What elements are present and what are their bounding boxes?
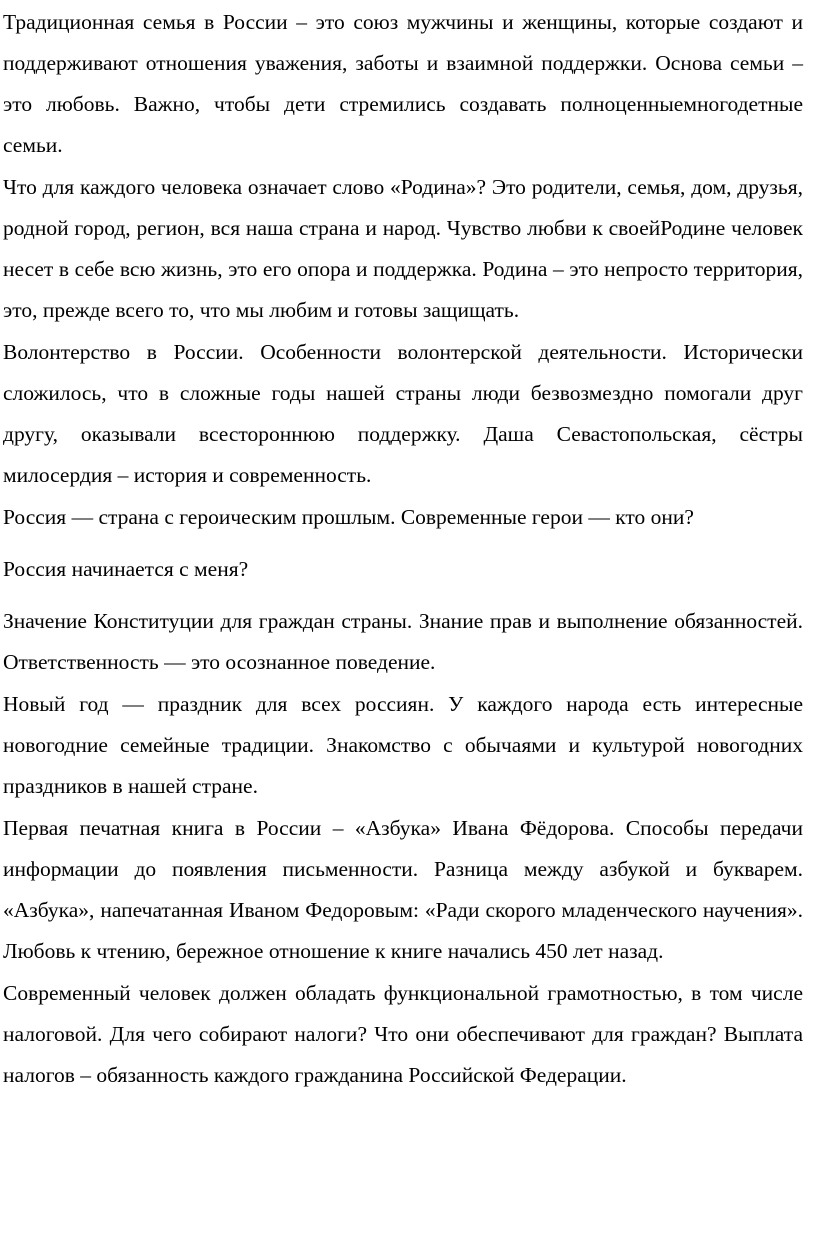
paragraph-traditional-family: Традиционная семья в России – это союз мужчины и женщины, которые создают и поддерживают отношения уважения, заботы и взаимной поддержки. Основа семьи – это любовь. Важно, чтобы дети стремились создавать полноценныемногодетные семьи. (3, 10, 803, 157)
paragraph-russia-begins: Россия начинается с меня? (3, 557, 249, 581)
paragraph-taxes: Современный человек должен обладать функциональной грамотностью, в том числе налоговой. Для чего собирают налоги? Что они обеспечивают для граждан? Выплата налогов – обязанность каждого гражданина Российской Федерации. (3, 981, 803, 1087)
paragraph-motherland: Что для каждого человека означает слово «Родина»? Это родители, семья, дом, друзья, родной город, регион, вся наша страна и народ. Чувство любви к своейРодине человек несет в себе всю жизнь, это его опора и поддержка. Родина – это непросто территория, это, прежде всего то, что мы любим и готовы защищать. (3, 175, 803, 322)
document-body (3, 0, 803, 1096)
paragraph-new-year: Новый год — праздник для всех россиян. У каждого народа есть интересные новогодние семейные традиции. Знакомство с обычаями и культурой новогодних праздников в нашей стране. (3, 692, 803, 798)
paragraph-heroes: Россия — страна с героическим прошлым. Современные герои — кто они? (3, 505, 694, 529)
paragraph-volunteering: Волонтерство в России. Особенности волонтерской деятельности. Исторически сложилось, что в сложные годы нашей страны люди безвозмездно помогали друг другу, оказывали всестороннюю поддержку. Даша Севастопольская, сёстры милосердия – история и современность. (3, 340, 803, 487)
paragraph-constitution: Значение Конституции для граждан страны. Знание прав и выполнение обязанностей. Ответственность — это осознанное поведение. (3, 609, 803, 674)
paragraph-first-printed-book: Первая печатная книга в России – «Азбука» Ивана Фёдорова. Способы передачи информации до появления письменности. Разница между азбукой и букварем. «Азбука», напечатанная Иваном Федоровым: «Ради скорого младенческого научения». Любовь к чтению, бережное отношение к книге начались 450 лет назад. (3, 816, 803, 963)
